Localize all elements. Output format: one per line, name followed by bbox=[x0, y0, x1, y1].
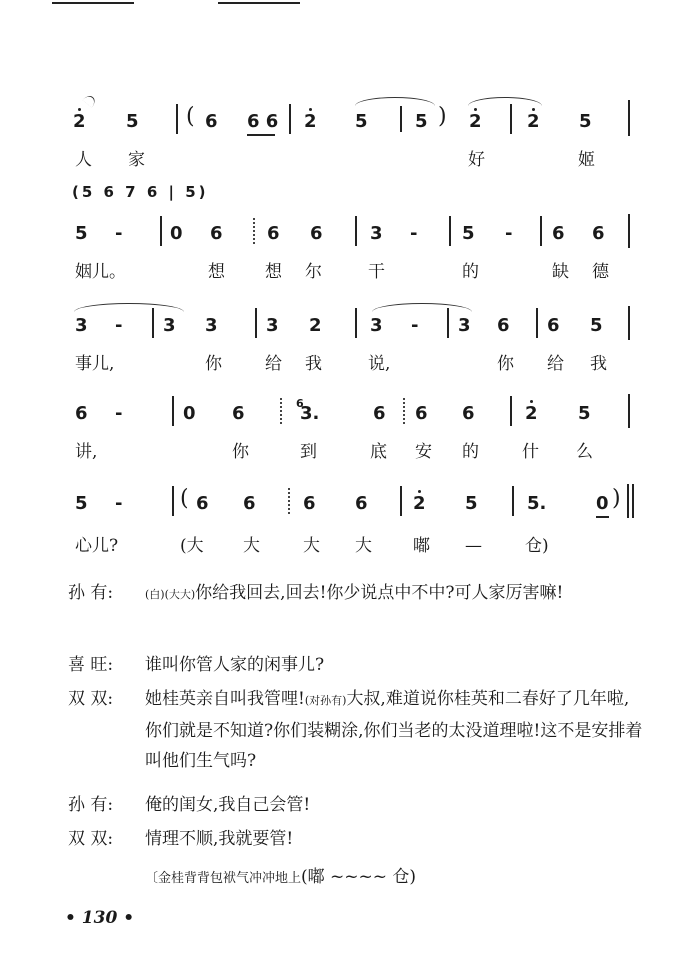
lyric: 给 bbox=[265, 354, 282, 374]
note: 6 bbox=[373, 403, 386, 424]
lyric: 想 bbox=[208, 262, 225, 282]
note: - bbox=[115, 315, 123, 336]
lyric: 的 bbox=[462, 262, 479, 282]
stage-note: (对孙有) bbox=[304, 694, 347, 707]
lyric: 事儿, bbox=[75, 354, 115, 374]
note: 6 bbox=[310, 223, 323, 244]
speaker-name: 双 双: bbox=[68, 689, 114, 709]
page-number: • 130 • bbox=[65, 908, 135, 928]
dialogue-text: 俺的闺女,我自己会管! bbox=[145, 795, 311, 815]
lyric: 给 bbox=[547, 354, 564, 374]
note: 5 bbox=[355, 111, 368, 132]
note: 3 bbox=[458, 315, 471, 336]
note: 6 bbox=[205, 111, 218, 132]
lyric: 心儿? bbox=[75, 536, 119, 556]
lyric: 大 bbox=[243, 536, 260, 556]
dialogue-line bbox=[145, 578, 645, 610]
speaker-name: 孙 有: bbox=[68, 583, 114, 603]
note: - bbox=[411, 315, 419, 336]
note: 5 bbox=[462, 223, 475, 244]
note: 6 bbox=[75, 403, 88, 424]
note: 2 bbox=[525, 403, 538, 424]
note: 2 bbox=[413, 493, 426, 514]
lyric: 嘟 bbox=[413, 536, 430, 556]
note: 3 bbox=[370, 223, 383, 244]
note: 6 bbox=[210, 223, 223, 244]
note: 5 bbox=[465, 493, 478, 514]
stage-direction bbox=[145, 862, 416, 887]
lyric: 家 bbox=[128, 150, 145, 170]
dialogue-text: 你给我回去,回去!你少说点中不中?可人家厉害嘛! bbox=[195, 583, 564, 603]
stage-direction-text: 〔金桂背背包袱气冲冲地上 bbox=[145, 871, 302, 886]
note: 6 bbox=[303, 493, 316, 514]
note: 2 bbox=[304, 111, 317, 132]
speaker-name: 喜 旺: bbox=[68, 655, 114, 675]
grace-notes: (5 6 7 6 | 5) bbox=[72, 183, 209, 201]
lyric: 的 bbox=[462, 442, 479, 462]
lyric: 德 bbox=[592, 262, 609, 282]
note: 2 bbox=[73, 111, 86, 132]
bracket: ) bbox=[612, 486, 621, 511]
lyric: 人 bbox=[75, 150, 92, 170]
lyric: 大 bbox=[355, 536, 372, 556]
lyric: 底 bbox=[370, 442, 387, 462]
speaker-name: 双 双: bbox=[68, 829, 114, 849]
note: - bbox=[410, 223, 418, 244]
note: 6 bbox=[196, 493, 209, 514]
lyric: 干 bbox=[368, 262, 385, 282]
note: 0 bbox=[596, 493, 609, 514]
note: 5 bbox=[579, 111, 592, 132]
lyric: 尔 bbox=[305, 262, 322, 282]
note: - bbox=[115, 403, 123, 424]
dialogue-text: 大叔,难道说你桂英和二春好了几年啦,你们就是不知道?你们装糊涂,你们当老的太没道理啦!这不是安排着叫他们生气吗? bbox=[145, 689, 643, 771]
speaker-name: 孙 有: bbox=[68, 795, 114, 815]
stage-direction-cue: (嘟 ~~~~ 仓) bbox=[301, 867, 417, 887]
lyric: 讲, bbox=[75, 442, 98, 462]
note: 5. bbox=[527, 493, 547, 514]
lyric: 你 bbox=[497, 354, 514, 374]
lyric: 大 bbox=[303, 536, 320, 556]
note: 6 bbox=[462, 403, 475, 424]
note: 6 bbox=[592, 223, 605, 244]
note: 5 bbox=[75, 223, 88, 244]
lyric: 安 bbox=[415, 442, 432, 462]
lyric: 想 bbox=[265, 262, 282, 282]
note: 5 bbox=[590, 315, 603, 336]
note: 3 bbox=[266, 315, 279, 336]
note: 0 bbox=[170, 223, 183, 244]
note: 3 bbox=[163, 315, 176, 336]
dialogue-text: 她桂英亲自叫我管哩! bbox=[145, 689, 305, 709]
note: - bbox=[115, 493, 123, 514]
note: 5 bbox=[415, 111, 428, 132]
note: 5 bbox=[75, 493, 88, 514]
note: 3 bbox=[75, 315, 88, 336]
lyric: 说, bbox=[368, 354, 391, 374]
grace-note: 6 bbox=[296, 397, 304, 410]
stage-note: (白)(大大) bbox=[145, 588, 196, 601]
bracket: ( bbox=[180, 486, 189, 511]
lyric: 什 bbox=[522, 442, 539, 462]
note: 2 bbox=[309, 315, 322, 336]
lyric: 我 bbox=[305, 354, 322, 374]
note: 2 bbox=[469, 111, 482, 132]
lyric: 姬 bbox=[578, 150, 595, 170]
note: 6 bbox=[497, 315, 510, 336]
lyric: 好 bbox=[468, 150, 485, 170]
lyric: 到 bbox=[300, 442, 317, 462]
note: 3. bbox=[300, 403, 320, 424]
lyric: 缺 bbox=[552, 262, 569, 282]
note: 6 bbox=[547, 315, 560, 336]
note: - bbox=[115, 223, 123, 244]
lyric: 仓) bbox=[525, 536, 549, 556]
note: 6 bbox=[415, 403, 428, 424]
dialogue-text: 情理不顺,我就要管! bbox=[145, 829, 294, 849]
lyric: (大 bbox=[180, 536, 204, 556]
lyric: 姻儿。 bbox=[75, 262, 126, 282]
dialogue-line bbox=[145, 684, 645, 776]
dialogue-text: 谁叫你管人家的闲事儿? bbox=[145, 655, 325, 675]
note: 6 bbox=[232, 403, 245, 424]
lyric: 你 bbox=[205, 354, 222, 374]
lyric: 你 bbox=[232, 442, 249, 462]
note: 6 bbox=[243, 493, 256, 514]
note: 5 bbox=[126, 111, 139, 132]
top-rule-left bbox=[52, 2, 134, 4]
top-rule-right bbox=[218, 2, 300, 4]
bracket: ( bbox=[186, 104, 195, 129]
lyric: — bbox=[465, 536, 482, 556]
note: 3 bbox=[370, 315, 383, 336]
lyric: 我 bbox=[590, 354, 607, 374]
note: 3 bbox=[205, 315, 218, 336]
note: 6 bbox=[355, 493, 368, 514]
note: 6 6 bbox=[247, 111, 279, 132]
bracket: ) bbox=[438, 104, 447, 129]
note: - bbox=[505, 223, 513, 244]
note: 5 bbox=[578, 403, 591, 424]
note: 6 bbox=[552, 223, 565, 244]
note: 2 bbox=[527, 111, 540, 132]
lyric: 么 bbox=[576, 442, 593, 462]
note: 6 bbox=[267, 223, 280, 244]
note: 0 bbox=[183, 403, 196, 424]
